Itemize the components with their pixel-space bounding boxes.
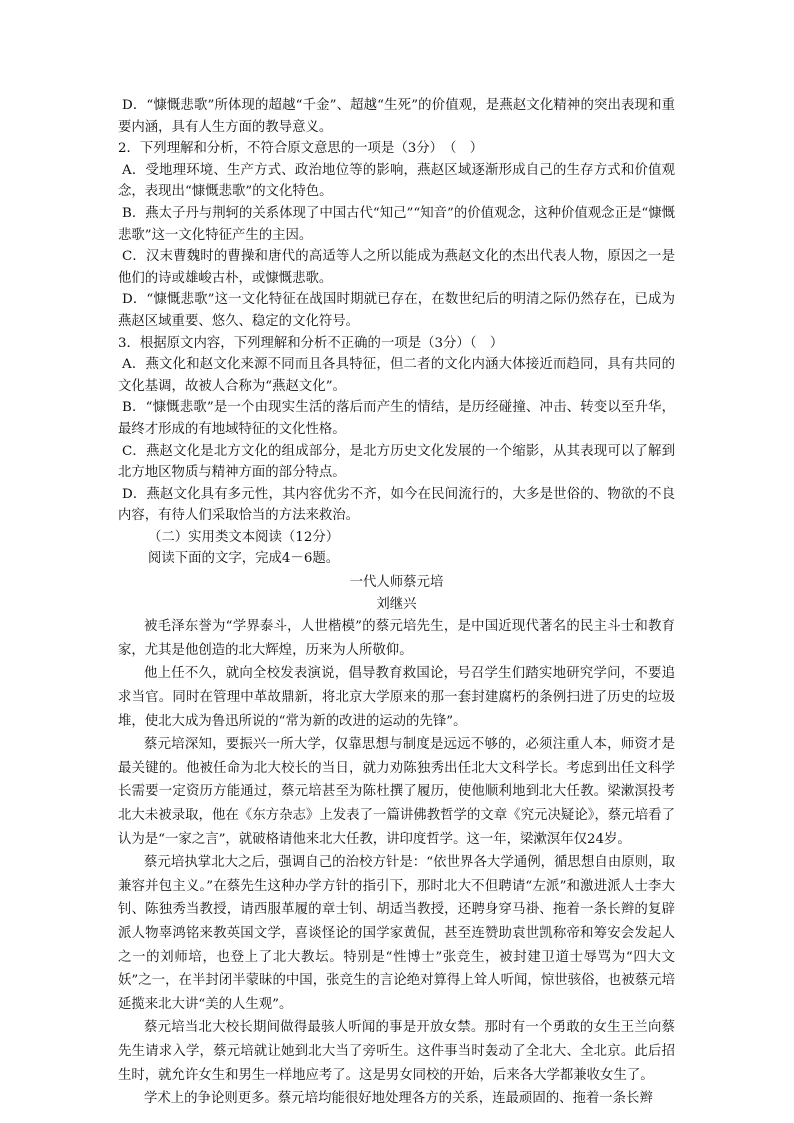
q2-option-b: B．燕太子丹与荆轲的关系体现了中国古代“知己”“知音”的价值观念，这种价值观念正是“慷慨悲歌”这一文化特征产生的主因。 [118, 205, 675, 243]
q3-stem: 3．根据原文内容，下列理解和分析不正确的一项是（3分）（ ） [118, 335, 504, 351]
exam-page [118, 95, 675, 1111]
q2-option-d: D．“慷慨悲歌”这一文化特征在战国时期就已存在，在数世纪后的明清之际仍然存在，已成为燕赵区域重要、悠久、稳定的文化符号。 [118, 292, 675, 329]
q3-option-c: C．燕赵文化是北方文化的组成部分，是北方历史文化发展的一个缩影，从其表现可以了解到北方地区物质与精神方面的部分特点。 [118, 443, 675, 481]
article-paragraph: 他上任不久，就向全校发表演说，倡导教育救国论，号召学生们踏实地研究学问，不要追求当官。同时在管理中革故鼎新，将北京大学原来的那一套封建腐朽的条例扫进了历史的垃圾堆，使北大成为鲁迅所说的“常为新的改进的运动的先锋”。 [118, 666, 675, 729]
q2-stem: 2．下列理解和分析，不符合原文意思的一项是（3分） （ ） [118, 141, 484, 157]
q3-option-a: A．燕文化和赵文化来源不同而且各具特征，但二者的文化内涵大体接近而趋同，具有共同的文化基调，故被人合称为“燕赵文化”。 [118, 357, 675, 394]
article-paragraph: 蔡元培深知，要振兴一所大学，仅靠思想与制度是远远不够的，必须注重人本，师资才是最关键的。他被任命为北大校长的当日，就力劝陈独秀出任北大文科学长。考虑到出任文科学长需要一定资历方能通过，蔡元培甚至为陈杜撰了履历，使他顺利地到北大任教。梁漱溟投考北大未被录取，他在《东方杂志》上发表了一篇讲佛教哲学的文章《究元决疑论》，蔡元培看了认为是“一家之言”，就破格请他来北大任教，讲印度哲学。这一年，梁漱溟年仅24岁。 [118, 737, 675, 847]
q3-option-d: D．燕赵文化具有多元性，其内容优劣不齐，如今在民间流行的，大多是世俗的、物欲的不良内容，有待人们采取恰当的方法来救治。 [118, 486, 675, 524]
section-heading: （二）实用类文本阅读（12分） [148, 529, 340, 545]
article-author: 刘继兴 [376, 596, 417, 612]
article-paragraph: 蔡元培执掌北大之后，强调自己的治校方针是：“依世界各大学通例，循思想自由原则，取兼容并包主义。”在蔡先生这种办学方针的指引下，那时北大不但聘请“左派”和激进派人士李大钊、陈独秀当教授，请西服革履的章士钊、胡适当教授，还聘身穿马褂、拖着一条长辫的复辟派人物辜鸿铭来教英国文学，喜谈怪论的国学家黄侃，甚至连赞助袁世凯称帝和筹安会发起人之一的刘师培，也登上了北大教坛。特别是“性博士”张竞生，被封建卫道士辱骂为“四大文妖”之一，在半封闭半蒙昧的中国，张竞生的言论绝对算得上耸人听闻，惊世骇俗，也被蔡元培延揽来北大讲“美的人生观”。 [118, 855, 675, 1012]
q2-option-c: C．汉末曹魏时的曹操和唐代的高适等人之所以能成为燕赵文化的杰出代表人物，原因之一是他们的诗或雄峻古朴，或慷慨悲歌。 [118, 249, 675, 286]
q2-option-a: A．受地理环境、生产方式、政治地位等的影响，燕赵区域逐渐形成自己的生存方式和价值观念，表现出“慷慨悲歌”的文化特色。 [118, 162, 675, 200]
article-paragraph: 蔡元培当北大校长期间做得最骇人听闻的事是开放女禁。那时有一个勇敢的女生王兰向蔡先生请求入学，蔡元培就让她到北大当了旁听生。这件事当时轰动了全北大、全北京。此后招生时，就允许女生和男生一样地应考了。这是男女同校的开始，后来各大学都兼收女生了。 [118, 1020, 675, 1083]
section-instruction: 阅读下面的文字，完成4－6题。 [148, 551, 340, 567]
article-body [118, 615, 675, 1110]
article-paragraph: 学术上的争论则更多。蔡元培均能很好地处理各方的关系，连最顽固的、拖着一条长辫 [144, 1091, 653, 1107]
article-title: 一代人师蔡元培 [349, 575, 444, 591]
q3-option-b: B．“慷慨悲歌”是一个由现实生活的落后而产生的情结，是历经碰撞、冲击、转变以至升华，最终才形成的有地域特征的文化性格。 [118, 400, 675, 437]
article-paragraph: 被毛泽东誉为“学界泰斗，人世楷模”的蔡元培先生，是中国近现代著名的民主斗士和教育家，尤其是他创造的北大辉煌，历来为人所敬仰。 [118, 619, 675, 658]
q1-option-d: D．“慷慨悲歌”所体现的超越“千金”、超越“生死”的价值观，是燕赵文化精神的突出表现和重要内涵，具有人生方面的教导意义。 [118, 98, 675, 135]
